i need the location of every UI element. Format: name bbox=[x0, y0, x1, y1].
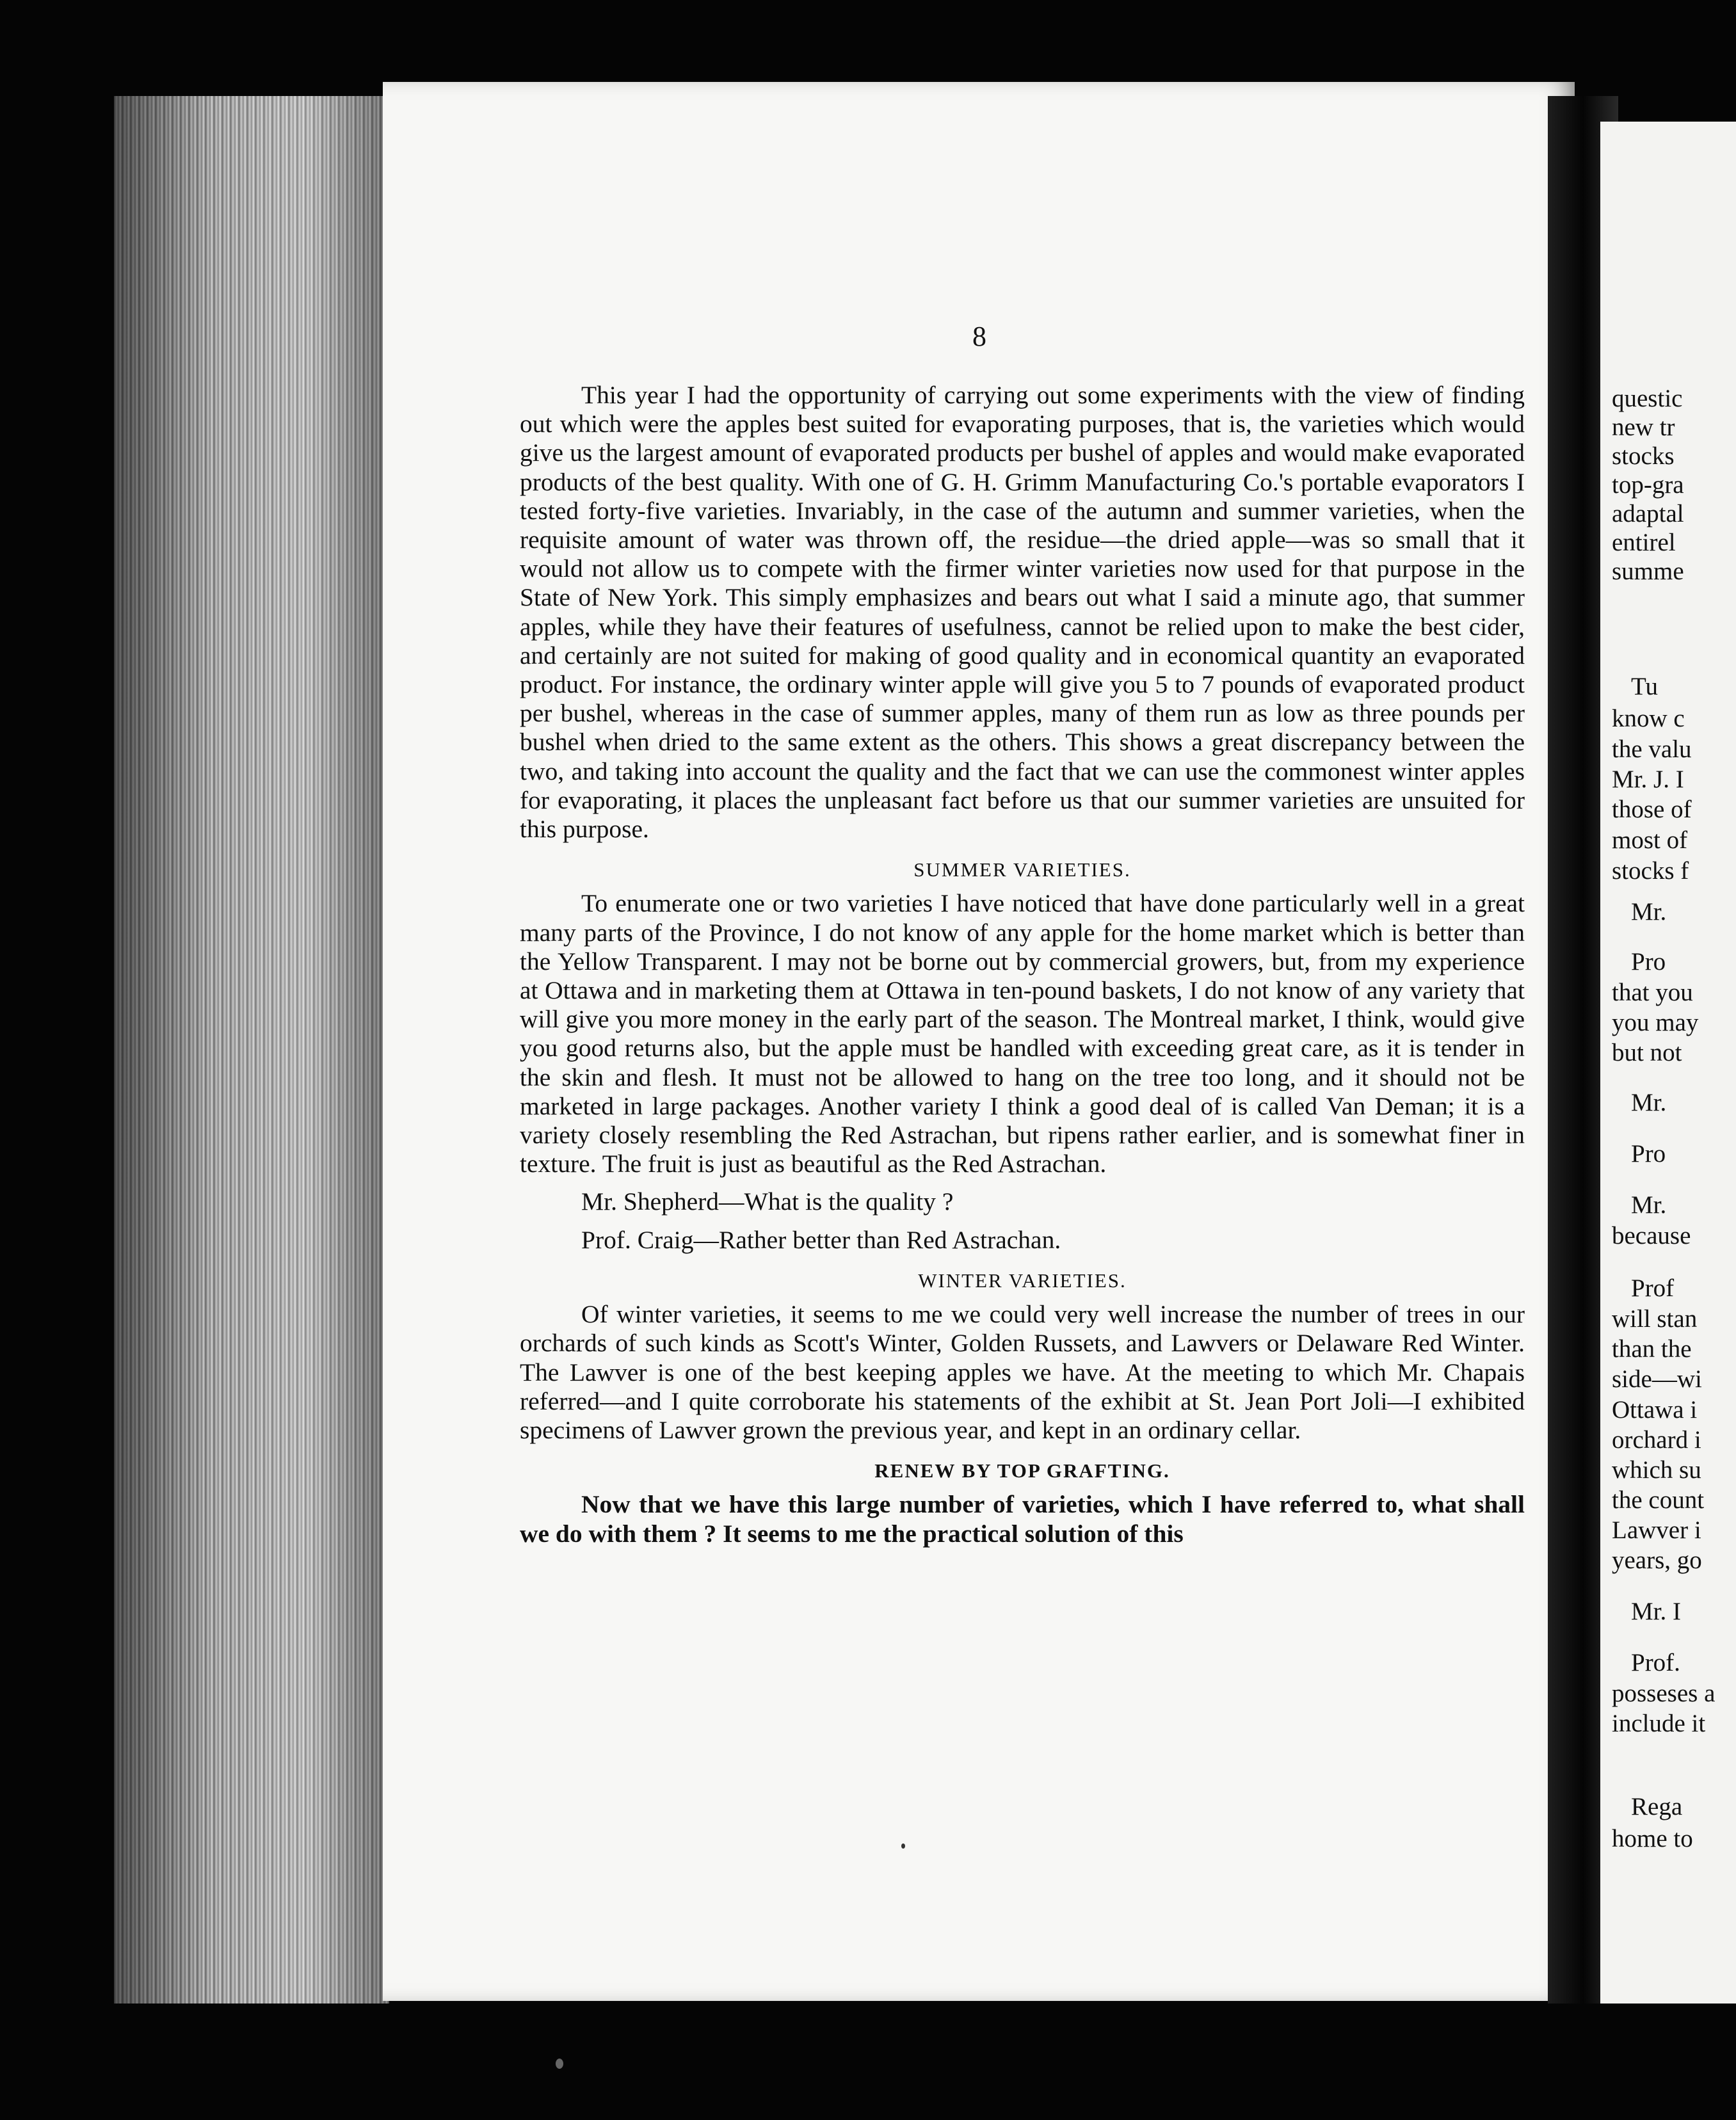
right-line: most of bbox=[1612, 826, 1688, 854]
right-line: include it bbox=[1612, 1710, 1706, 1737]
right-line: Pro bbox=[1631, 948, 1666, 976]
dialog-line-shepherd: Mr. Shepherd—What is the quality ? bbox=[581, 1187, 954, 1216]
page-body-text bbox=[520, 381, 1525, 1548]
winter-varieties-paragraph: Of winter varieties, it seems to me we could very well increase the number of trees in our orchards of such kinds as Scott's Winter, Golden Russets, and Lawvers or Delaware Red Winter. The Lawver is one of the best keeping apples we have. At the meeting to which Mr. Chapais referred—and I quite corroborate his statements of the exhibit at St. Jean Port Joli—I exhibited specimens of Lawver grown the previous year, and kept in an ordinary cellar. bbox=[520, 1300, 1525, 1444]
right-line: Mr. J. I bbox=[1612, 766, 1684, 793]
right-line: adaptal bbox=[1612, 500, 1684, 527]
right-line: Mr. bbox=[1631, 1089, 1667, 1116]
right-line: stocks bbox=[1612, 442, 1675, 470]
right-line: Mr. bbox=[1631, 1191, 1667, 1219]
right-line: which su bbox=[1612, 1456, 1701, 1484]
intro-paragraph: This year I had the opportunity of carrying out some experiments with the view of finding out which were the apples best suited for evaporating purposes, that is, the varieties which would give us the largest amount of evaporated products per bushel of apples and would make evaporated products of the best quality. With one of G. H. Grimm Manufacturing Co.'s portable evaporators I tested forty-five varieties. Invariably, in the case of the autumn and summer varieties, when the requisite amount of water was thrown off, the residue—the dried apple—was so small that it would not allow us to compete with the firmer winter varieties now used for that purpose in the State of New York. This simply emphasizes and bears out what I said a minute ago, that summer apples, while they have their features of usefulness, cannot be relied upon to make the best cider, and certainly are not suited for making of good quality and in economical quantity an evaporated product. For instance, the ordinary winter apple will give you 5 to 7 pounds of evaporated product per bushel, whereas in the case of summer apples, many of them run as low as three pounds per bushel when dried to the same extent as the others. This shows a great discrepancy between the two, and taking into account the quality and the fact that we can use the commonest winter apples for evaporating, it places the unpleasant fact before us that our summer varieties are unsuited for this purpose. bbox=[520, 381, 1525, 844]
right-line: Mr. I bbox=[1631, 1598, 1681, 1625]
right-line: Prof. bbox=[1631, 1649, 1680, 1676]
page-number: 8 bbox=[972, 321, 986, 352]
right-line: the count bbox=[1612, 1486, 1705, 1514]
dialog-line-craig: Prof. Craig—Rather better than Red Astrachan. bbox=[581, 1225, 1061, 1254]
print-speck bbox=[901, 1843, 905, 1849]
right-line: Mr. bbox=[1631, 898, 1667, 926]
right-line: home to bbox=[1612, 1825, 1693, 1852]
top-grafting-paragraph: Now that we have this large number of varieties, which I have referred to, what shall we do with them ? It seems to me the practical solution of this bbox=[520, 1490, 1525, 1548]
right-line: Pro bbox=[1631, 1140, 1666, 1168]
right-line: Tu bbox=[1631, 673, 1658, 700]
right-line: Rega bbox=[1631, 1793, 1683, 1820]
summer-varieties-paragraph: To enumerate one or two varieties I have noticed that have done particularly well in a great many parts of the Province, I do not know of any apple for the home market which is better than the Yellow Transparent. I may not be borne out by commercial growers, but, from my experience at Ottawa and in marketing them at Ottawa in ten-pound baskets, I do not know of any variety that will give you more money in the early part of the season. The Montreal market, I think, would give you good returns also, but the apple must be handled with exceeding great care, as it is tender in the skin and flesh. It must not be allowed to hang on the tree too long, and it should not be marketed in large packages. Another variety I think a good deal of is called Van Deman; it is a variety closely resembling the Red Astrachan, but ripens rather earlier, and is somewhat finer in texture. The fruit is just as beautiful as the Red Astrachan. bbox=[520, 889, 1525, 1178]
summer-varieties-heading: SUMMER VARIETIES. bbox=[913, 858, 1131, 881]
right-line: because bbox=[1612, 1222, 1691, 1249]
right-line: years, go bbox=[1612, 1546, 1702, 1574]
right-line: orchard i bbox=[1612, 1426, 1701, 1454]
right-line: that you bbox=[1612, 979, 1693, 1006]
right-line: will stan bbox=[1612, 1305, 1698, 1333]
right-line: side—wi bbox=[1612, 1365, 1702, 1393]
right-line: than the bbox=[1612, 1335, 1692, 1363]
print-speck bbox=[556, 2059, 563, 2069]
book-edge-shadow bbox=[114, 96, 389, 2004]
right-line: you may bbox=[1612, 1009, 1699, 1036]
top-grafting-heading: RENEW BY TOP GRAFTING. bbox=[874, 1459, 1170, 1482]
right-line: Ottawa i bbox=[1612, 1396, 1698, 1424]
right-line: questic bbox=[1612, 385, 1683, 412]
right-line: stocks f bbox=[1612, 857, 1689, 885]
right-line: but not bbox=[1612, 1039, 1682, 1066]
right-line: Lawver i bbox=[1612, 1516, 1701, 1544]
right-line: posseses a bbox=[1612, 1680, 1716, 1707]
right-line: summe bbox=[1612, 558, 1684, 585]
right-line: entirel bbox=[1612, 529, 1676, 556]
right-line: new tr bbox=[1612, 414, 1675, 441]
winter-varieties-heading: WINTER VARIETIES. bbox=[918, 1269, 1127, 1292]
right-line: know c bbox=[1612, 705, 1685, 732]
right-line: top-gra bbox=[1612, 471, 1684, 499]
right-page-fragment bbox=[1600, 122, 1736, 2004]
right-line: those of bbox=[1612, 796, 1692, 823]
right-line: the valu bbox=[1612, 735, 1692, 763]
right-line: Prof bbox=[1631, 1274, 1675, 1302]
